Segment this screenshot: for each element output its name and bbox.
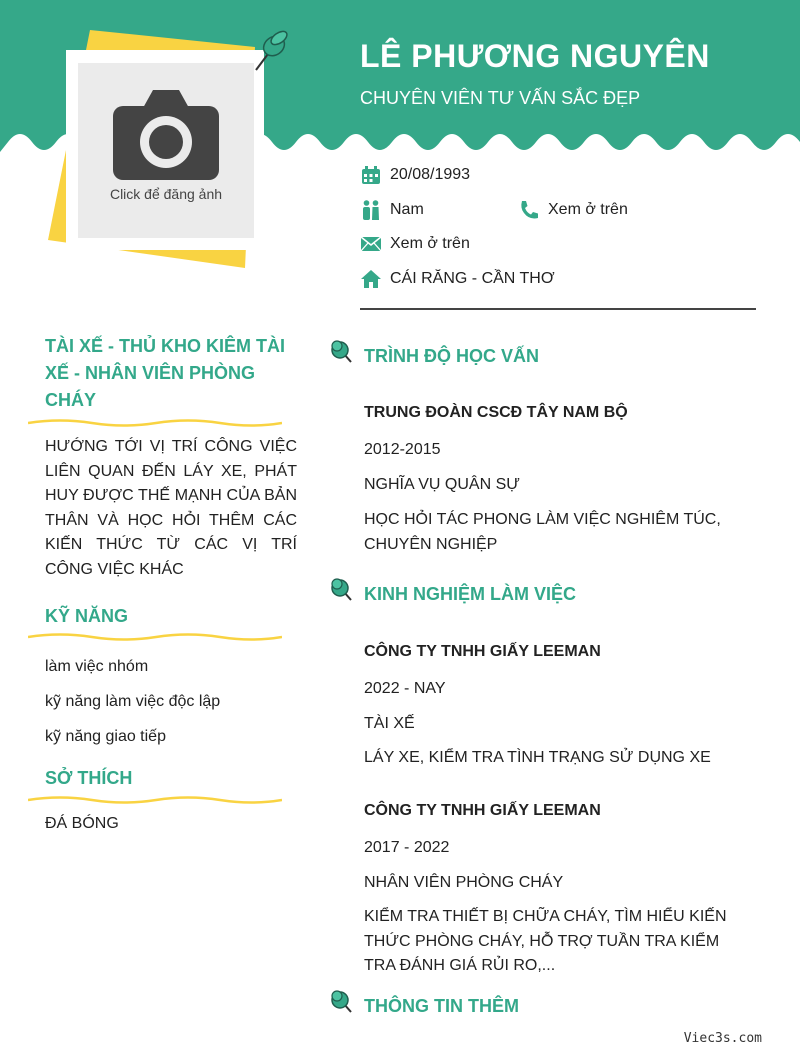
candidate-name: LÊ PHƯƠNG NGUYÊN <box>360 38 710 74</box>
job-period: 2022 - NAY <box>364 680 446 697</box>
hobbies-wave-divider <box>28 795 282 805</box>
gender-text: Nam <box>390 201 424 218</box>
birthday-text: 20/08/1993 <box>390 166 471 183</box>
skill-item: kỹ năng giao tiếp <box>45 728 166 745</box>
skill-item: kỹ năng làm việc độc lập <box>45 693 221 710</box>
additional-info-title: THÔNG TIN THÊM <box>364 996 519 1016</box>
phone-icon <box>518 200 540 220</box>
address-text: CÁI RĂNG - CẦN THƠ <box>390 270 555 287</box>
additional-pin-icon <box>329 988 357 1016</box>
job-position: NHÂN VIÊN PHÒNG CHÁY <box>364 874 564 891</box>
contact-gender <box>360 200 424 220</box>
education-school: TRUNG ĐOÀN CSCĐ TÂY NAM BỘ <box>364 404 628 421</box>
phone-text: Xem ở trên <box>548 201 628 218</box>
calendar-icon <box>360 165 382 185</box>
skills-title: KỸ NĂNG <box>45 606 129 626</box>
job-company: CÔNG TY TNHH GIẤY LEEMAN <box>364 802 601 819</box>
experience-title: KINH NGHIỆM LÀM VIỆC <box>364 584 577 604</box>
skill-item: làm việc nhóm <box>45 658 149 675</box>
hobby-item: ĐÁ BÓNG <box>45 815 119 832</box>
home-icon <box>360 269 382 289</box>
contact-phone <box>518 200 628 220</box>
contact-email <box>360 234 470 254</box>
photo-upload-label: Click để đăng ảnh <box>109 186 223 202</box>
job-company: CÔNG TY TNHH GIẤY LEEMAN <box>364 643 601 660</box>
photo-upload[interactable] <box>78 63 254 238</box>
pushpin-icon <box>248 24 292 74</box>
people-icon <box>360 200 382 220</box>
education-title: TRÌNH ĐỘ HỌC VẤN <box>364 346 539 366</box>
education-description: HỌC HỎI TÁC PHONG LÀM VIỆC NGHIÊM TÚC, CHUYÊN NGHIỆP <box>364 511 721 553</box>
contact-divider <box>360 308 756 310</box>
job-description: KIỂM TRA THIẾT BỊ CHỮA CHÁY, TÌM HIỂU KIẾN THỨC PHÒNG CHÁY, HỖ TRỢ TUẦN TRA KIỂM TRA ĐÁNH GIÁ RỦI RO,... <box>364 908 727 974</box>
hobbies-title: SỞ THÍCH <box>45 768 133 788</box>
skills-wave-divider <box>28 632 282 642</box>
envelope-icon <box>360 234 382 254</box>
camera-icon <box>113 88 219 180</box>
objective-text: HƯỚNG TỚI VỊ TRÍ CÔNG VIỆC LIÊN QUAN ĐẾN LÁY XE, PHÁT HUY ĐƯỢC THẾ MẠNH CỦA BẢN THÂN VÀ HỌC HỎI THÊM CÁC KIẾN THỨC TỪ CÁC VỊ TRÍ CÔNG VIỆC KHÁC <box>45 438 297 578</box>
contact-address <box>360 269 555 289</box>
education-period: 2012-2015 <box>364 441 441 458</box>
education-major: NGHĨA VỤ QUÂN SỰ <box>364 476 520 493</box>
objective-title: TÀI XẾ - THỦ KHO KIÊM TÀI XẾ - NHÂN VIÊN PHÒNG CHÁY <box>45 336 285 410</box>
email-text: Xem ở trên <box>390 235 470 252</box>
experience-pin-icon <box>329 576 357 604</box>
job-title: CHUYÊN VIÊN TƯ VẤN SẮC ĐẸP <box>360 88 641 108</box>
job-position: TÀI XẾ <box>364 715 415 732</box>
job-period: 2017 - 2022 <box>364 839 450 856</box>
contact-birthday <box>360 165 470 185</box>
education-pin-icon <box>329 338 357 366</box>
job-description: LÁY XE, KIỂM TRA TÌNH TRẠNG SỬ DỤNG XE <box>364 749 711 766</box>
objective-wave-divider <box>28 418 282 428</box>
footer-watermark: Viec3s.com <box>683 1031 762 1046</box>
